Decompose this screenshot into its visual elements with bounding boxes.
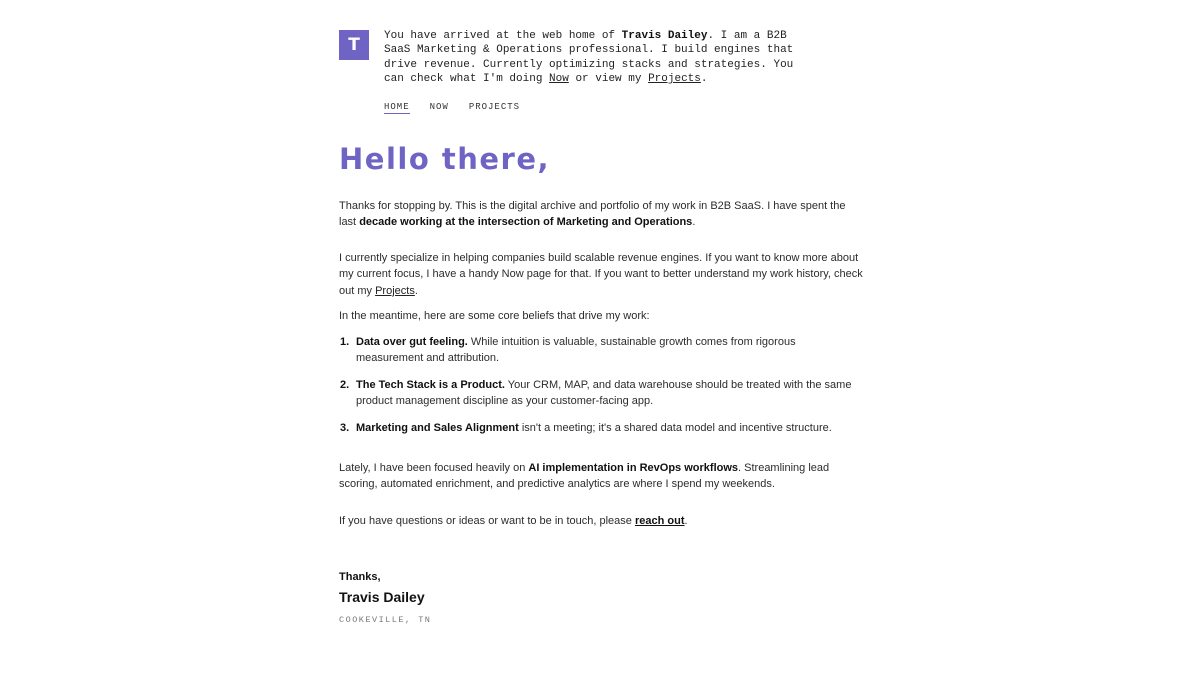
list-item: 1. Data over gut feeling. While intuition is valuable, sustainable growth comes from rigorous measurement and attribution. [340,336,796,365]
paragraph-beliefs-intro: In the meantime, here are some core beliefs that drive my work: [339,310,650,322]
list-item: 2. The Tech Stack is a Product. Your CRM, MAP, and data warehouse should be treated with the same product management discipline as your customer-facing app. [340,378,852,408]
paragraph-focus: I currently specialize in helping companies build scalable revenue engines. If you want to know more about my current focus, I have a handy Now page for that. If you want to better understand my work history, check out my Projects. [339,252,863,297]
intro-now-link[interactable]: Now [549,73,569,86]
signoff-thanks: Thanks, [339,571,381,583]
signoff [339,571,432,625]
intro-projects-link[interactable]: Projects [648,73,701,86]
paragraph-contact: If you have questions or ideas or want to be in touch, please reach out. [339,515,688,527]
list-item: 3. Marketing and Sales Alignment isn't a meeting; it's a shared data model and incentive structure. [340,421,832,434]
paragraph-ai: Lately, I have been focused heavily on AI implementation in RevOps workflows. Streamlining lead scoring, automated enrichment, and predictive analytics are where I spend my weekends. [339,462,830,491]
main-nav [384,102,540,114]
projects-link[interactable]: Projects [375,284,415,297]
paragraph-intro: Thanks for stopping by. This is the digital archive and portfolio of my work in B2B SaaS. I have spent the last decade working at the intersection of Marketing and Operations. [339,200,846,229]
author-name: Travis Dailey [621,30,708,42]
intro-text: You have arrived at the web home of Travis Dailey. I am a B2B SaaS Marketing & Operations professional. I build engines that drive revenue. Currently optimizing stacks and strategies. You can check what I'm doing Now or view my Projects. [384,30,794,86]
nav-projects[interactable]: PROJECTS [468,102,521,112]
beliefs-list [339,334,859,446]
nav-home[interactable]: HOME [384,102,410,112]
location-label: COOKEVILLE, TN [339,615,432,625]
signoff-name: Travis Dailey [339,589,425,605]
page-title: Hello there, [339,142,551,176]
reach-out-link[interactable]: reach out [634,515,685,527]
nav-now[interactable]: NOW [429,102,449,112]
site-logo[interactable]: T [339,30,369,60]
